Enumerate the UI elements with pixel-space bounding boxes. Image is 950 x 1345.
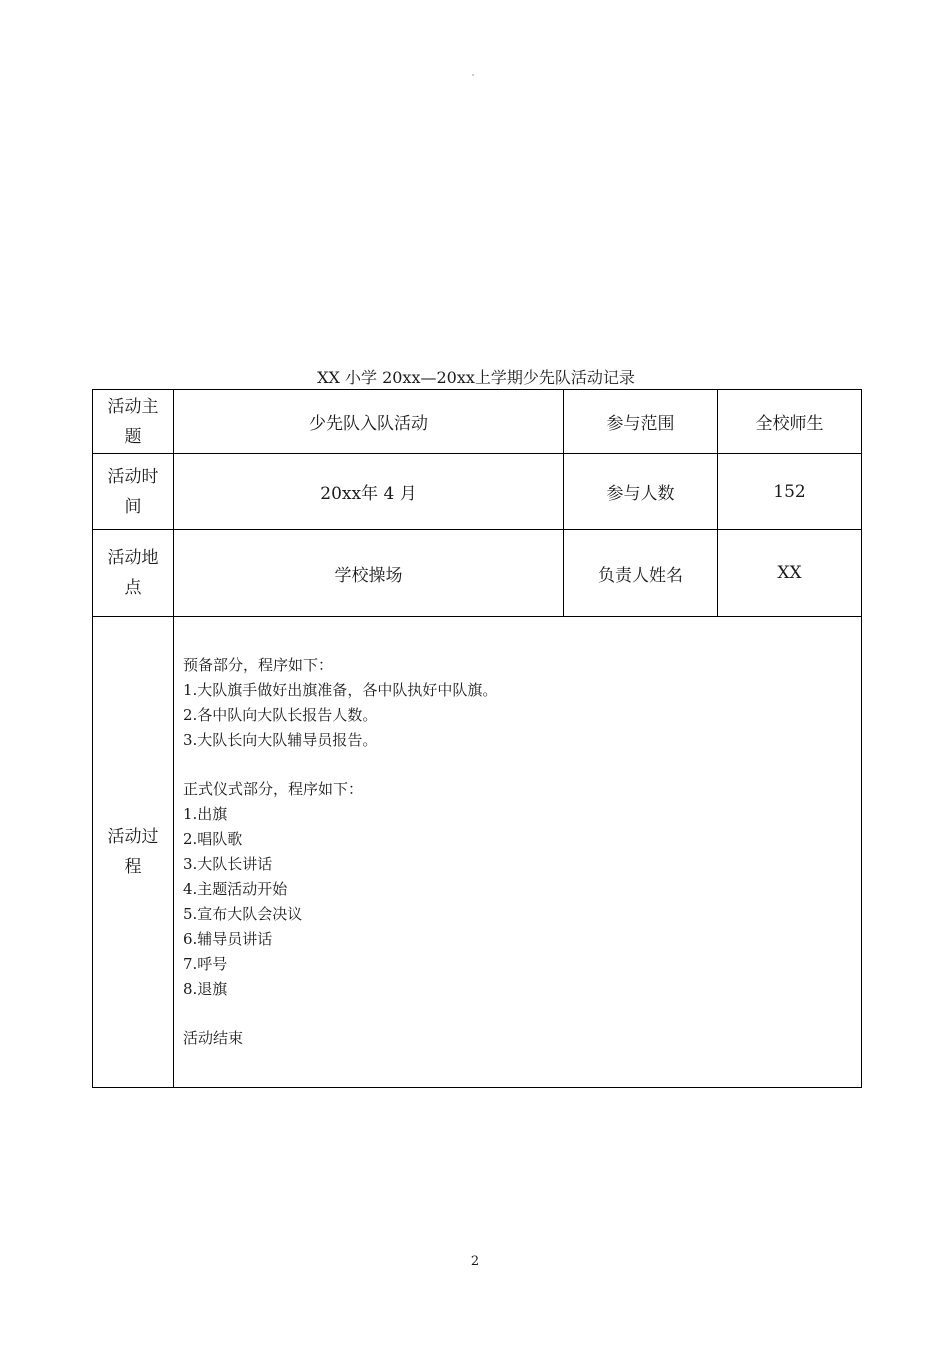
person-in-charge-value: XX: [718, 530, 862, 617]
process-label: 活动过程: [93, 617, 174, 1088]
process-line: 活动结束: [183, 1029, 244, 1048]
theme-value: 少先队入队活动: [174, 390, 564, 454]
process-line: 7.呼号: [183, 954, 228, 973]
process-line: [183, 753, 851, 778]
process-line: 预备部分，程序如下：: [183, 656, 334, 674]
process-line: [183, 1001, 851, 1026]
process-line: 8.退旗: [183, 979, 228, 998]
process-line: 6.辅导员讲话: [183, 929, 273, 948]
table-row: [93, 530, 862, 617]
process-line: 3.大队长讲话: [183, 855, 273, 874]
header-dot: [472, 74, 474, 76]
person-in-charge-label: 负责人姓名: [564, 530, 718, 617]
process-line: 4.主题活动开始: [183, 880, 288, 899]
table-row: [93, 454, 862, 530]
process-content: [174, 617, 862, 1088]
participants-value: 152: [718, 454, 862, 530]
process-line: 1.出旗: [183, 805, 228, 824]
process-line: 3.大队长向大队辅导员报告。: [183, 730, 378, 749]
theme-label: 活动主题: [93, 390, 174, 454]
process-line: 2.唱队歌: [183, 830, 243, 849]
time-label: 活动时间: [93, 454, 174, 530]
document-title: XX 小学 20xx—20xx上学期少先队活动记录: [317, 368, 635, 387]
process-line: 5.宣布大队会决议: [183, 904, 303, 923]
activity-record-table: [92, 389, 862, 1088]
scope-value: 全校师生: [718, 390, 862, 454]
place-value: 学校操场: [174, 530, 564, 617]
table-row: [93, 390, 862, 454]
process-line: 1.大队旗手做好出旗准备，各中队执好中队旗。: [183, 680, 498, 699]
place-label: 活动地点: [93, 530, 174, 617]
process-line: 正式仪式部分，程序如下：: [183, 780, 364, 799]
table-row: [93, 617, 862, 1088]
process-line: 2.各中队向大队长报告人数。: [183, 705, 378, 724]
time-value: 20xx年 4 月: [174, 454, 564, 530]
page-number: 2: [470, 1254, 480, 1269]
participants-label: 参与人数: [564, 454, 718, 530]
scope-label: 参与范围: [564, 390, 718, 454]
